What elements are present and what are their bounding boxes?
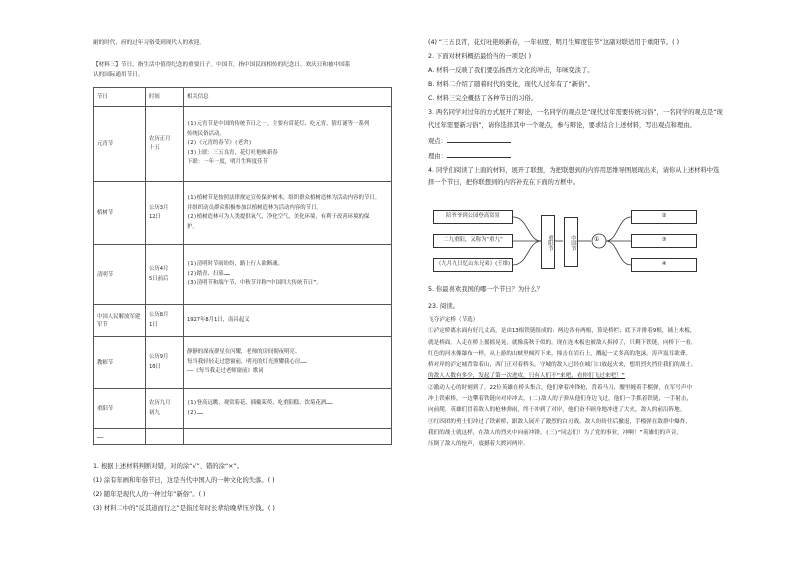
festival-time: 公历9月 10日	[146, 337, 184, 389]
reason-blank[interactable]	[447, 150, 511, 158]
diagram-center-box-2: 中国节	[564, 217, 578, 267]
festival-time: 公历4月 5日前后	[146, 245, 184, 305]
diagram-right-box-2[interactable]: ②	[631, 210, 697, 224]
q1-item2[interactable]: (2) 随年是现代人的一种过年“新俗”。( )	[93, 491, 206, 498]
festival-table	[93, 87, 392, 445]
reason-row	[428, 150, 733, 162]
viewpoint-blank[interactable]	[447, 135, 511, 143]
festival-info	[184, 429, 392, 445]
viewpoint-label: 观点：	[428, 138, 447, 145]
reading-passage	[428, 315, 734, 451]
festival-time	[146, 429, 184, 445]
q1-item1[interactable]: (1) 涂有年画和年俗节日，这是当代中国人的一种文化的失落。( )	[93, 477, 275, 484]
festival-info: (1)植树节是按照法律规定宣传保护树木，组织群众植树造林为活动内容的节日。 并组织动员群众积极参加以植树造林为活动内容的节日。 (2)植树造林可为人类提供氧气、净化空气、美化环境，有利于改善环境的保 护。	[184, 182, 392, 245]
festival-name: 重阳节	[94, 389, 146, 429]
festival-name: 元宵节	[94, 107, 146, 182]
material3-line2: 认的国际通用节日。	[93, 72, 144, 78]
reading-line: 冲上铁索桥，一边攀着铁链向对岸冲去。(二)敌人的子弹从他们身边飞过，他们一手抓着铁链，一手射击，	[428, 396, 693, 403]
q1-item3[interactable]: (3) 材料二中的“反其道而行之”是指过年时长辈给晚辈压岁钱。( )	[93, 505, 275, 512]
q5: 5. 你最喜欢我国的哪一个节日？为什么？	[428, 286, 544, 293]
festival-info: (1)元宵节是中国的传统节日之一。主要有赏花灯、吃元宵、猜灯谜等一系列 传统民俗活动。 (2)《元宵的春节》(老舍) (3)上联：三五良宵，花灯吐艳映新春 下联：一年一度，明月生辉度佳节	[184, 107, 392, 182]
table-row	[94, 182, 392, 245]
q2-option-c[interactable]: C. 材料三完全概括了各种节日的习俗。	[428, 95, 538, 102]
diagram-center-box-1: 重阳节	[541, 215, 555, 269]
q23-heading: 23. 阅读。	[428, 303, 459, 310]
left-column	[93, 38, 393, 80]
festival-info: 静静的深夜群星在闪耀，老师的房间彻夜明亮。 每当我轻轻走过您窗前，明亮的灯光照耀我心房…… ——《每当我走过老师窗前》歌词	[184, 337, 392, 389]
diagram-right-box-3[interactable]: ③	[631, 234, 697, 248]
reason-label: 理由：	[428, 153, 447, 160]
table-row	[94, 337, 392, 389]
reading-line: ①泸定桥离水面有好几丈高，是由13根铁链组成的：两边各有两根，算是桥栏；底下并排着9根，铺上木板，	[428, 328, 696, 335]
q1-title: 1. 根据上述材料判断对错，对的涂“√”、错的涂“×”。	[93, 463, 243, 470]
intro-line: 耐的时代，府的过年习俗受到现代人的欢迎。	[93, 40, 205, 46]
festival-name: 中国人民解放军建军节	[94, 305, 146, 337]
reading-line: 我们的战士就这样，在敌人的烈火中向前冲锋。(三)“同志们！为了党的事业，冲啊！”英雄们的声音，	[428, 429, 683, 436]
festival-name: ……	[94, 429, 146, 445]
diagram-left-box-1: 陪爷爷到公园登高赏景	[433, 210, 513, 224]
festival-info: (1)清明时节雨纷纷，路上行人欲断魂。 (2)踏青、扫墓…… (3)清明节和端午节、中秋节并称“中国四大传统节日”。	[184, 245, 392, 305]
viewpoint-row	[428, 135, 733, 147]
table-row	[94, 107, 392, 182]
table-row	[94, 389, 392, 429]
q1-item4[interactable]: (4) “三五良宵，花灯吐艳映新春，一年初度，明月生辉度佳节”这副对联适用于重阳节。( )	[428, 39, 680, 46]
reading-line: 桥对岸的泸定城背靠着山，西门正对着桥头。守城的敌人已经在城门口放起火来，想用烈火挡住我们的战士。	[428, 362, 697, 369]
q2-title: 2. 下面对材料概括最恰当的一项是( )	[428, 53, 532, 60]
material3-line1: 【材料三】节日，指生活中值得纪念的重要日子。中国节，指中国民间相传的纪念日。欢庆日和被中国系	[93, 62, 351, 68]
diagram-circle-label[interactable]: ①	[594, 236, 600, 243]
right-column	[428, 38, 733, 188]
q2-option-b[interactable]: B. 材料二介绍了随着时代的变化，现代人过年有了“新俗”。	[428, 81, 594, 88]
header-time: 时间	[146, 88, 184, 107]
reading-line: 红色的河水像瀑布一样，从上游的山峡里倾泻下来，撞击在岩石上，溅起一丈多高的泡沫，涛声震耳欲聋。	[428, 350, 691, 357]
festival-time: 公历3月 12日	[146, 182, 184, 245]
reading-line: ③红四团的勇士们冲过了铁索桥，跟敌人展开了激烈的白刃战。敌人纷纷往后撤退，手榴弹在敌群中爆炸，	[428, 418, 691, 425]
reading-line: 就是桥面。人走在桥上摇摇晃晃，就像荡秋千似的。现在连木板也被敌人拆掉了，只剩下铁链。向桥下一看，	[428, 339, 697, 346]
question1-block	[93, 460, 393, 516]
reading-line: 向前爬。英雄们冒着敌人的枪林弹雨，终于冲到了对岸，他们奋不顾身地冲进了大火，敌人的前沿阵地。	[428, 407, 686, 414]
diagram-left-box-3: 《九月九日忆山东兄弟》(王维)	[433, 258, 513, 272]
q2-option-a[interactable]: A. 材料一反映了我们要弘扬西方文化的冲击，年味变淡了。	[428, 67, 594, 74]
mind-map	[433, 205, 667, 277]
reading-title: 飞夺泸定桥（节选）	[428, 317, 479, 323]
q4-line1: 4. 同学们阅读了上面的材料，展开了联想，为把联想到的内容用思维导图展现出来，请你从上述材料中选	[428, 167, 720, 174]
festival-info: (1)登高远眺、观赏菊花、插戴茱萸、吃重阳糕、饮菊花酒…… (2)……	[184, 389, 392, 429]
festival-name: 教师节	[94, 337, 146, 389]
table-header-row	[94, 88, 392, 107]
festival-time: 农历九月 初九	[146, 389, 184, 429]
festival-time: 公历8月 1日	[146, 305, 184, 337]
q4-line2: 择一个节日，把你联想到的内容补充在下面的方框中。	[428, 179, 580, 186]
festival-time: 农历正月 十五	[146, 107, 184, 182]
reading-underlined-line: 的敌人人数有多少，发起了第一次进攻，只有人们不“来吧，看你们飞过来吧！”	[428, 373, 625, 380]
q3-line1: 3. 两名同学对过年的方式展开了辩论，一名同学的观点是“现代过年需要传统习俗”，一名同学的观点是“现	[428, 109, 723, 116]
table-row	[94, 429, 392, 445]
table-row	[94, 305, 392, 337]
reading-line: ②激动人心的时刻到了。22位英雄在桥头集合，他们拿着冲锋枪，背着马刀，腰里缠着手榴弹，在军号声中	[428, 384, 693, 391]
table-row	[94, 245, 392, 305]
q3-line2: 代过年需要新习俗”，请你选择其中一个观点，参与辩论，要求结合上述材料，写出观点和理由。	[428, 122, 696, 129]
festival-name: 清明节	[94, 245, 146, 305]
festival-name: 植树节	[94, 182, 146, 245]
diagram-right-box-4[interactable]: ④	[631, 258, 697, 272]
festival-info: 1927年8月1日，南昌起义	[184, 305, 392, 337]
header-festival: 节日	[94, 88, 146, 107]
reading-line: 压倒了敌人的枪声，震撼着大渡河两岸。	[428, 441, 529, 448]
header-info: 相关信息	[184, 88, 392, 107]
diagram-left-box-2: 二九重阳，又称为“重九”	[433, 234, 513, 248]
